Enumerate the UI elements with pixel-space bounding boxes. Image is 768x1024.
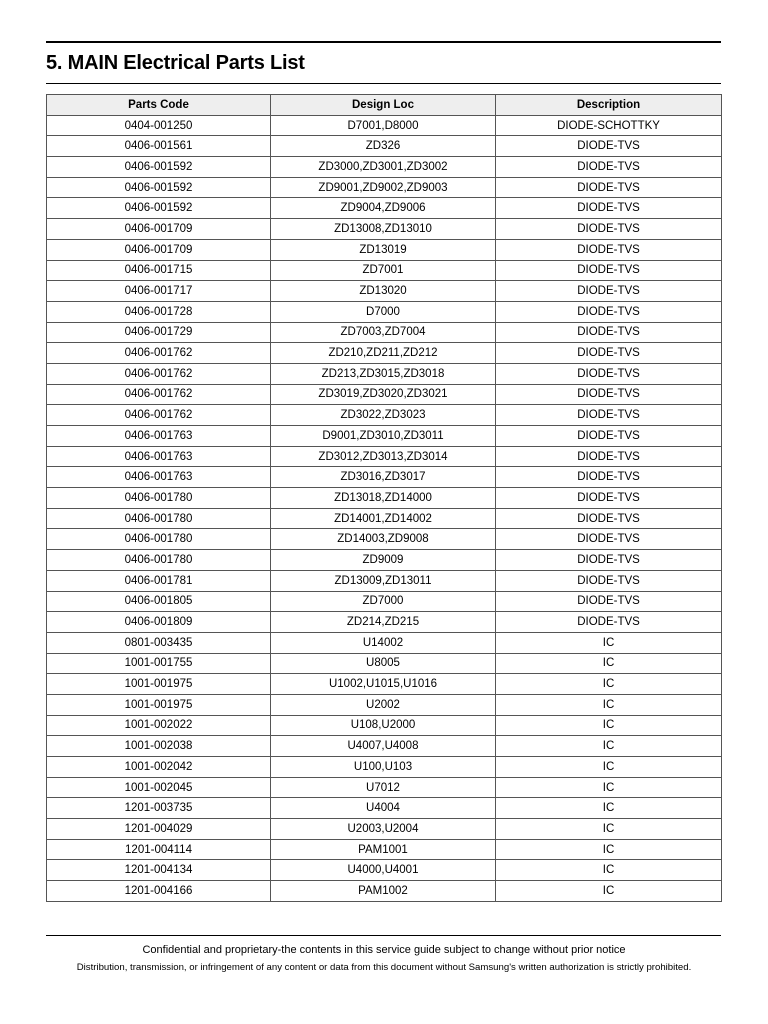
cell-description: IC <box>496 819 722 840</box>
cell-description: IC <box>496 674 722 695</box>
cell-description: DIODE-TVS <box>496 426 722 447</box>
table-row <box>47 674 722 695</box>
cell-description: DIODE-TVS <box>496 281 722 302</box>
cell-parts-code: 1201-004166 <box>47 881 271 902</box>
cell-parts-code: 0406-001763 <box>47 467 271 488</box>
table-row <box>47 715 722 736</box>
cell-design-loc: PAM1002 <box>271 881 496 902</box>
table-row <box>47 239 722 260</box>
cell-parts-code: 0406-001762 <box>47 363 271 384</box>
cell-parts-code: 1201-003735 <box>47 798 271 819</box>
cell-description: IC <box>496 653 722 674</box>
cell-description: IC <box>496 694 722 715</box>
top-rule <box>46 41 721 43</box>
header-design-loc: Design Loc <box>271 95 496 116</box>
table-row <box>47 757 722 778</box>
cell-description: IC <box>496 632 722 653</box>
cell-design-loc: ZD3000,ZD3001,ZD3002 <box>271 157 496 178</box>
cell-design-loc: ZD7000 <box>271 591 496 612</box>
cell-design-loc: ZD326 <box>271 136 496 157</box>
cell-description: IC <box>496 736 722 757</box>
table-body <box>47 115 722 901</box>
cell-parts-code: 1001-002022 <box>47 715 271 736</box>
table-row <box>47 219 722 240</box>
footer-copyright: Distribution, transmission, or infringement of any content or data from this document without Samsung's written authorization is strictly prohibited. <box>76 962 692 973</box>
table-row <box>47 612 722 633</box>
header-parts-code: Parts Code <box>47 95 271 116</box>
table-row <box>47 322 722 343</box>
cell-design-loc: U1002,U1015,U1016 <box>271 674 496 695</box>
cell-description: DIODE-TVS <box>496 239 722 260</box>
table-row <box>47 115 722 136</box>
cell-parts-code: 1001-002038 <box>47 736 271 757</box>
cell-description: DIODE-TVS <box>496 508 722 529</box>
cell-description: IC <box>496 881 722 902</box>
table-row <box>47 281 722 302</box>
table-row <box>47 653 722 674</box>
cell-design-loc: D9001,ZD3010,ZD3011 <box>271 426 496 447</box>
table-row <box>47 157 722 178</box>
cell-description: DIODE-TVS <box>496 157 722 178</box>
cell-design-loc: ZD9004,ZD9006 <box>271 198 496 219</box>
table-row <box>47 632 722 653</box>
cell-parts-code: 1001-001755 <box>47 653 271 674</box>
cell-description: DIODE-TVS <box>496 177 722 198</box>
cell-design-loc: U4000,U4001 <box>271 860 496 881</box>
table-header-row <box>47 95 722 116</box>
cell-design-loc: D7001,D8000 <box>271 115 496 136</box>
cell-parts-code: 0406-001763 <box>47 426 271 447</box>
cell-parts-code: 0404-001250 <box>47 115 271 136</box>
cell-parts-code: 0406-001709 <box>47 219 271 240</box>
cell-description: IC <box>496 757 722 778</box>
cell-parts-code: 0406-001592 <box>47 177 271 198</box>
table-row <box>47 301 722 322</box>
table-row <box>47 798 722 819</box>
cell-description: DIODE-TVS <box>496 612 722 633</box>
cell-design-loc: ZD7003,ZD7004 <box>271 322 496 343</box>
table-row <box>47 467 722 488</box>
table-row <box>47 426 722 447</box>
cell-design-loc: ZD3016,ZD3017 <box>271 467 496 488</box>
cell-parts-code: 0801-003435 <box>47 632 271 653</box>
cell-design-loc: U14002 <box>271 632 496 653</box>
cell-parts-code: 0406-001762 <box>47 384 271 405</box>
table-row <box>47 363 722 384</box>
footer-rule <box>46 935 721 936</box>
cell-design-loc: ZD14001,ZD14002 <box>271 508 496 529</box>
cell-description: IC <box>496 839 722 860</box>
cell-parts-code: 0406-001592 <box>47 198 271 219</box>
cell-parts-code: 0406-001762 <box>47 405 271 426</box>
cell-design-loc: U2002 <box>271 694 496 715</box>
table-row <box>47 550 722 571</box>
table-row <box>47 446 722 467</box>
cell-parts-code: 1201-004114 <box>47 839 271 860</box>
cell-description: DIODE-TVS <box>496 529 722 550</box>
cell-design-loc: ZD214,ZD215 <box>271 612 496 633</box>
cell-description: IC <box>496 860 722 881</box>
cell-design-loc: ZD13009,ZD13011 <box>271 570 496 591</box>
cell-design-loc: ZD213,ZD3015,ZD3018 <box>271 363 496 384</box>
parts-table <box>46 94 722 902</box>
cell-design-loc: ZD13018,ZD14000 <box>271 488 496 509</box>
cell-design-loc: ZD7001 <box>271 260 496 281</box>
cell-parts-code: 0406-001763 <box>47 446 271 467</box>
cell-parts-code: 0406-001561 <box>47 136 271 157</box>
cell-description: IC <box>496 798 722 819</box>
cell-description: DIODE-TVS <box>496 136 722 157</box>
cell-description: DIODE-TVS <box>496 467 722 488</box>
cell-design-loc: U4007,U4008 <box>271 736 496 757</box>
table-row <box>47 384 722 405</box>
cell-parts-code: 1201-004029 <box>47 819 271 840</box>
cell-parts-code: 0406-001781 <box>47 570 271 591</box>
cell-description: IC <box>496 777 722 798</box>
cell-parts-code: 0406-001717 <box>47 281 271 302</box>
cell-description: DIODE-TVS <box>496 343 722 364</box>
table-row <box>47 508 722 529</box>
cell-description: DIODE-TVS <box>496 446 722 467</box>
cell-description: DIODE-TVS <box>496 405 722 426</box>
cell-design-loc: PAM1001 <box>271 839 496 860</box>
cell-description: DIODE-TVS <box>496 550 722 571</box>
cell-design-loc: ZD3022,ZD3023 <box>271 405 496 426</box>
cell-design-loc: ZD14003,ZD9008 <box>271 529 496 550</box>
header-description: Description <box>496 95 722 116</box>
table-row <box>47 488 722 509</box>
cell-design-loc: ZD13008,ZD13010 <box>271 219 496 240</box>
table-row <box>47 591 722 612</box>
cell-description: DIODE-TVS <box>496 322 722 343</box>
table-row <box>47 860 722 881</box>
cell-description: IC <box>496 715 722 736</box>
cell-parts-code: 1001-001975 <box>47 694 271 715</box>
table-row <box>47 343 722 364</box>
cell-description: DIODE-TVS <box>496 570 722 591</box>
title-rule <box>46 83 721 84</box>
cell-design-loc: ZD210,ZD211,ZD212 <box>271 343 496 364</box>
cell-design-loc: ZD3019,ZD3020,ZD3021 <box>271 384 496 405</box>
cell-description: DIODE-TVS <box>496 363 722 384</box>
table-row <box>47 694 722 715</box>
table-row <box>47 819 722 840</box>
cell-parts-code: 1001-002045 <box>47 777 271 798</box>
cell-parts-code: 0406-001809 <box>47 612 271 633</box>
cell-parts-code: 0406-001780 <box>47 529 271 550</box>
cell-description: DIODE-TVS <box>496 384 722 405</box>
cell-design-loc: U4004 <box>271 798 496 819</box>
cell-description: DIODE-TVS <box>496 488 722 509</box>
cell-design-loc: U100,U103 <box>271 757 496 778</box>
cell-design-loc: ZD9009 <box>271 550 496 571</box>
cell-parts-code: 0406-001728 <box>47 301 271 322</box>
cell-parts-code: 0406-001715 <box>47 260 271 281</box>
footer-notice: Confidential and proprietary-the contents in this service guide subject to change without prior notice <box>142 944 626 956</box>
table-row <box>47 405 722 426</box>
cell-design-loc: U8005 <box>271 653 496 674</box>
cell-parts-code: 0406-001780 <box>47 488 271 509</box>
cell-design-loc: U2003,U2004 <box>271 819 496 840</box>
cell-parts-code: 1001-001975 <box>47 674 271 695</box>
cell-parts-code: 0406-001709 <box>47 239 271 260</box>
cell-description: DIODE-TVS <box>496 260 722 281</box>
table-row <box>47 839 722 860</box>
cell-description: DIODE-TVS <box>496 219 722 240</box>
table-row <box>47 177 722 198</box>
cell-parts-code: 0406-001780 <box>47 550 271 571</box>
cell-design-loc: ZD13019 <box>271 239 496 260</box>
cell-parts-code: 1001-002042 <box>47 757 271 778</box>
table-row <box>47 198 722 219</box>
table-row <box>47 136 722 157</box>
cell-description: DIODE-TVS <box>496 301 722 322</box>
cell-parts-code: 0406-001805 <box>47 591 271 612</box>
cell-design-loc: ZD3012,ZD3013,ZD3014 <box>271 446 496 467</box>
cell-description: DIODE-TVS <box>496 591 722 612</box>
cell-parts-code: 0406-001762 <box>47 343 271 364</box>
cell-parts-code: 0406-001780 <box>47 508 271 529</box>
table-row <box>47 260 722 281</box>
cell-design-loc: U7012 <box>271 777 496 798</box>
cell-description: DIODE-TVS <box>496 198 722 219</box>
cell-parts-code: 0406-001592 <box>47 157 271 178</box>
cell-design-loc: ZD13020 <box>271 281 496 302</box>
cell-design-loc: ZD9001,ZD9002,ZD9003 <box>271 177 496 198</box>
cell-parts-code: 1201-004134 <box>47 860 271 881</box>
cell-design-loc: U108,U2000 <box>271 715 496 736</box>
cell-description: DIODE-SCHOTTKY <box>496 115 722 136</box>
cell-parts-code: 0406-001729 <box>47 322 271 343</box>
page-title: 5. MAIN Electrical Parts List <box>46 52 305 74</box>
table-row <box>47 570 722 591</box>
table-row <box>47 777 722 798</box>
cell-design-loc: D7000 <box>271 301 496 322</box>
table-row <box>47 529 722 550</box>
table-row <box>47 881 722 902</box>
table-row <box>47 736 722 757</box>
